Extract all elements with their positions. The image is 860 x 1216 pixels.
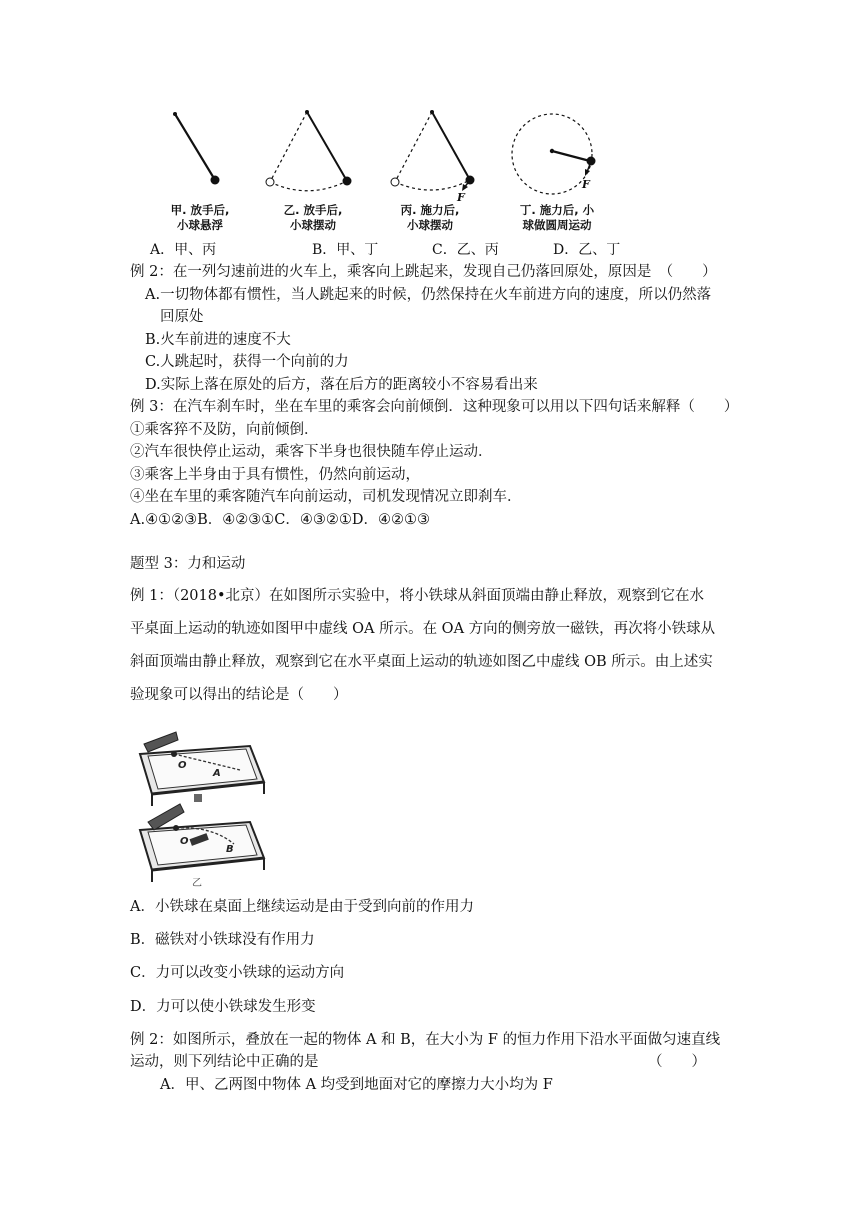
example2-option-b: B.火车前进的速度不大	[145, 332, 291, 348]
example2-stem: 例 2：在一列匀速前进的火车上，乘客向上跳起来，发现自己仍落回原处，原因是 （ ）	[130, 264, 717, 280]
section3-example1-line3: 斜面顶端由静止释放，观察到它在水平桌面上运动的轨迹如图乙中虚线 OB 所示。由上述实	[130, 654, 713, 670]
example3-statement-3: ③乘客上半身由于具有惯性，仍然向前运动，	[130, 467, 420, 483]
label-yi: 乙	[192, 878, 202, 889]
table-jia	[140, 732, 264, 806]
example3-options: A.④①②③B．④②③①C．④③②①D．④②①③	[130, 512, 430, 528]
example3-statement-1: ①乘客猝不及防，向前倾倒．	[130, 422, 319, 438]
caption-bing: 丙. 施力后, 小球摆动	[400, 203, 460, 232]
pendulum-yi	[266, 110, 352, 191]
label-o-yi: O	[180, 836, 189, 847]
caption-yi: 乙. 放手后, 小球摆动	[283, 203, 343, 232]
section3-example1-line4: 验现象可以得出的结论是（ ）	[130, 687, 348, 703]
experiment-figure	[130, 718, 270, 890]
prev-option-c: C．乙、丙	[432, 242, 499, 258]
table-yi	[140, 804, 264, 889]
pendulum-jia	[173, 112, 220, 185]
example2-option-c: C.人跳起时，获得一个向前的力	[145, 354, 349, 370]
example2-option-d: D.实际上落在原处的后方，落在后方的距离较小不容易看出来	[145, 377, 538, 393]
section3-option-a: A．小铁球在桌面上继续运动是由于受到向前的作用力	[130, 899, 474, 915]
section3-example1-line2: 平桌面上运动的轨迹如图甲中虚线 OA 所示。在 OA 方向的侧旁放一磁铁，再次将小铁球从	[130, 621, 716, 637]
caption-ding: 丁. 施力后, 小 球做圆周运动	[519, 203, 595, 232]
section3-example2-bracket: （ ）	[648, 1054, 706, 1070]
section3-example2-line2: 运动，则下列结论中正确的是	[130, 1054, 319, 1070]
section-title: 题型 3：力和运动	[130, 556, 246, 572]
section3-example1-line1: 例 1：（2018•北京）在如图所示实验中，将小铁球从斜面顶端由静止释放，观察到它在水	[130, 588, 705, 604]
example3-statement-2: ②汽车很快停止运动，乘客下半身也很快随车停止运动．	[130, 444, 493, 460]
section3-example2-line1: 例 2：如图所示，叠放在一起的物体 A 和 B，在大小为 F 的恒力作用下沿水平面做匀速直线	[130, 1032, 721, 1048]
example2-option-a-line2: 回原处	[160, 309, 204, 325]
label-o-jia: O	[178, 760, 187, 771]
example3-stem: 例 3：在汽车刹车时，坐在车里的乘客会向前倾倒．这种现象可以用以下四句话来解释（ ）	[130, 399, 739, 415]
prev-option-d: D．乙、丁	[553, 242, 621, 258]
label-a: A	[213, 768, 221, 779]
section3-option-b: B．磁铁对小铁球没有作用力	[130, 932, 315, 948]
section3-example2-option-a: A．甲、乙两图中物体 A 均受到地面对它的摩擦力大小均为 F	[160, 1077, 553, 1093]
example3-statement-4: ④坐在车里的乘客随汽车向前运动，司机发现情况立即刹车．	[130, 489, 522, 505]
example2-option-a-line1: A.一切物体都有惯性，当人跳起来的时候，仍然保持在火车前进方向的速度，所以仍然落	[145, 287, 712, 303]
label-b: B	[226, 844, 234, 855]
pendulum-bing	[391, 110, 475, 204]
pendulum-ding	[512, 114, 596, 194]
force-label-ding: F	[582, 178, 590, 191]
section3-option-d: D．力可以使小铁球发生形变	[130, 999, 316, 1015]
section3-option-c: C．力可以改变小铁球的运动方向	[130, 965, 345, 981]
pendulum-figure	[150, 104, 620, 204]
force-label-bing: F	[457, 191, 465, 204]
prev-option-b: B．甲、丁	[312, 242, 379, 258]
prev-option-a: A．甲、丙	[150, 242, 217, 258]
caption-jia: 甲. 放手后, 小球悬浮	[170, 203, 230, 232]
